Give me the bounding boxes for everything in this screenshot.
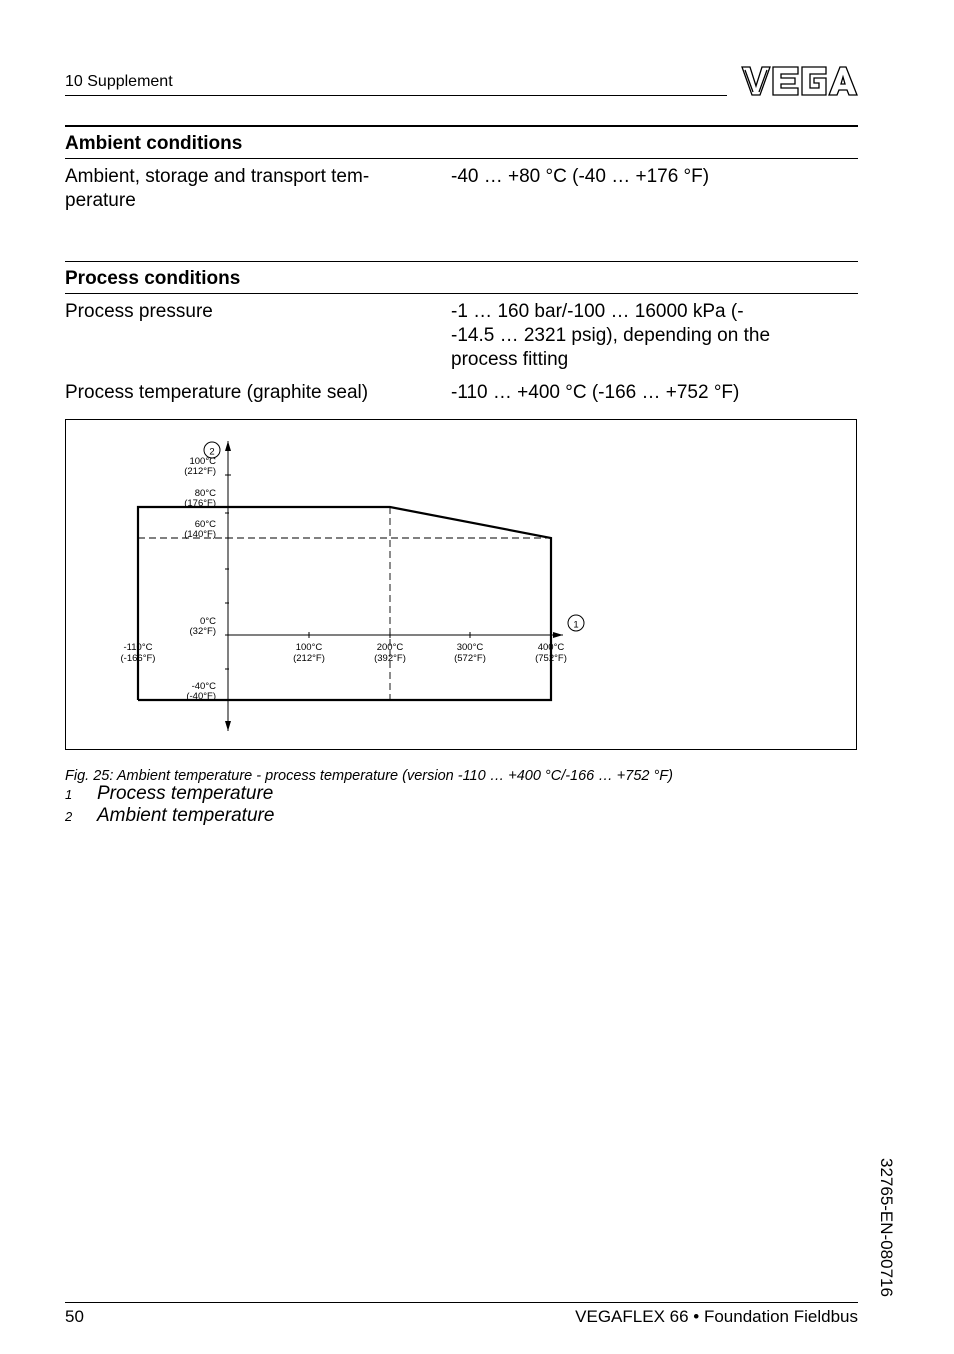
product-name: VEGAFLEX 66 • Foundation Fieldbus — [575, 1307, 858, 1326]
pressure-value-line-2: -14.5 … 2321 psig), depending on the — [451, 325, 771, 346]
y-tick-label-f-4: (-40°F) — [186, 691, 216, 702]
chart-axes — [225, 441, 563, 731]
y-tick-label-f-1: (176°F) — [184, 498, 216, 509]
figure-caption: Fig. 25: Ambient temperature - process temperature (version -110 … +400 °C/-166 … +752 °F) — [65, 768, 673, 784]
x-tick-label-f-3: (572°F) — [454, 653, 486, 664]
chart-ticks — [121, 456, 567, 702]
ambient-title-rule — [65, 158, 858, 159]
x-tick-label-c-4: 400°C — [537, 642, 565, 653]
legend-num-2: 2 — [65, 809, 73, 824]
y-axis-arrow-up — [225, 441, 231, 451]
y-axis-marker — [204, 442, 220, 458]
x-tick-label-c-3: 300°C — [456, 642, 484, 653]
y-axis-arrow-down — [225, 721, 231, 731]
y-tick-label-c-3: 0°C — [200, 616, 216, 627]
legend-item-2 — [65, 805, 274, 827]
ambient-title: Ambient conditions — [65, 133, 243, 154]
pressure-label: Process pressure — [65, 301, 213, 322]
x-tick-label-f-2: (392°F) — [374, 653, 406, 664]
legend-text-2: Ambient temperature — [97, 805, 275, 826]
x-axis-marker — [568, 615, 584, 631]
y-axis-marker-label: 2 — [209, 446, 215, 458]
chart-axis-markers — [204, 442, 584, 631]
page-number: 50 — [65, 1307, 84, 1326]
ambient-label-line-1: Ambient, storage and transport tem- — [65, 166, 370, 187]
ambient-value: -40 … +80 °C (-40 … +176 °F) — [451, 166, 710, 187]
legend-item-1 — [65, 783, 273, 805]
y-tick-label-c-0: 100°C — [189, 456, 216, 467]
pressure-value-line-1: -1 … 160 bar/-100 … 16000 kPa (- — [451, 301, 744, 322]
process-temp-value: -110 … +400 °C (-166 … +752 °F) — [451, 382, 740, 403]
x-axis-arrow — [553, 632, 563, 638]
footer-rule — [65, 1302, 858, 1303]
section-header: 10 Supplement — [65, 73, 173, 90]
y-tick-label-f-0: (212°F) — [184, 466, 216, 477]
x-axis-marker-label: 1 — [573, 619, 579, 631]
y-tick-label-f-3: (32°F) — [189, 626, 216, 637]
x-tick-label-c-0: -110°C — [123, 642, 153, 653]
process-temp-label: Process temperature (graphite seal) — [65, 382, 369, 403]
header-rule — [65, 95, 727, 96]
ambient-label-line-2: perature — [65, 190, 136, 211]
x-tick-label-f-0: (-166°F) — [120, 653, 156, 664]
x-tick-label-c-1: 100°C — [295, 642, 323, 653]
process-title: Process conditions — [65, 268, 241, 289]
process-top-rule — [65, 261, 858, 262]
process-title-rule — [65, 293, 858, 294]
temperature-chart — [65, 419, 857, 750]
x-tick-label-f-1: (212°F) — [293, 653, 325, 664]
legend-num-1: 1 — [65, 787, 73, 802]
x-tick-label-c-2: 200°C — [376, 642, 404, 653]
ambient-label — [65, 165, 405, 213]
legend-text-1: Process temperature — [97, 783, 274, 804]
y-tick-label-f-2: (140°F) — [184, 529, 216, 540]
pressure-value-line-3: process fitting — [451, 349, 569, 370]
document-id: 32765-EN-080716 — [877, 1158, 896, 1297]
x-tick-label-f-4: (752°F) — [535, 653, 567, 664]
ambient-top-rule — [65, 125, 858, 127]
y-tick-label-c-2: 60°C — [194, 519, 216, 530]
pressure-value — [451, 300, 851, 372]
y-tick-label-c-1: 80°C — [194, 488, 216, 499]
vega-logo — [740, 64, 858, 98]
y-tick-label-c-4: -40°C — [191, 681, 216, 692]
